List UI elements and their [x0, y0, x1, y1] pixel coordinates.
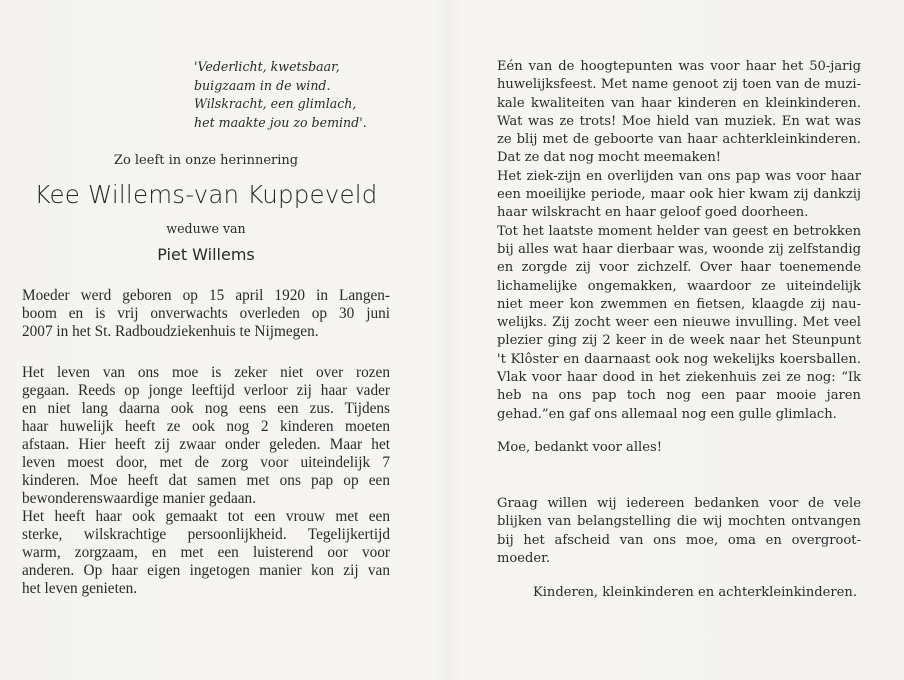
husband-name: Piet Willems: [157, 245, 255, 264]
text-line: Het heeft haar ook gemaakt tot een vrouw met een: [22, 508, 390, 525]
gratitude-paragraph: [497, 495, 861, 568]
text-line: een moeilijke periode, maar ook hier kwam zij dankzij: [497, 187, 861, 203]
text-line: bij het afscheid van ons moe, oma en overgroot-: [497, 532, 861, 548]
text-line: gegaan. Reeds op jonge leeftijd verloor zij haar vader: [22, 382, 390, 399]
text-line: ze blij met de geboorte van haar achterkleinkinderen.: [497, 132, 861, 148]
text-line: huwelijksfeest. Met name genoot zij toen van de muzi-: [497, 77, 861, 93]
text-line: en niet lang daarna ook nog eens een zus. Tijdens: [22, 400, 390, 417]
text-line: Eén van de hoogtepunten was voor haar het 50-jarig: [497, 59, 861, 74]
poem-line: het maakte jou zo bemind'.: [194, 114, 367, 130]
family-signature: Kinderen, kleinkinderen en achterkleinkinderen.: [532, 585, 857, 601]
birth-paragraph: [22, 287, 390, 341]
deceased-name: Kee Willems-van Kuppeveld: [34, 180, 378, 209]
text-line: haar wilskracht en haar geloof goed doorheen.: [497, 205, 809, 221]
text-line: gehad.”en gaf ons allemaal nog een gulle glimlach.: [497, 406, 837, 422]
text-line: sterke, wilskrachtige persoonlijkheid. Tegelijkertijd: [22, 526, 390, 543]
right-page: [497, 58, 861, 600]
text-line: kale kwaliteiten van haar kinderen en kleinkinderen.: [497, 95, 861, 111]
text-line: kinderen. Moe heeft dat samen met ons pap op een: [22, 472, 390, 489]
text-line: niet meer kon zwemmen en fietsen, klaagde zij nau-: [497, 296, 861, 312]
text-line: haar huwelijk heeft ze ook nog 2 kinderen moeten: [22, 418, 390, 435]
text-line: Vlak voor haar dood in het ziekenhuis zei ze nog: “Ik: [497, 370, 861, 386]
intro-text: Zo leeft in onze herinnering: [113, 153, 299, 168]
memories-paragraph: [497, 58, 861, 424]
text-line: boom en is vrij onverwachts overleden op 30 juni: [22, 305, 390, 322]
life-paragraph: [22, 364, 390, 598]
text-line: Moeder werd geboren op 15 april 1920 in Langen-: [22, 287, 390, 304]
thanks-mother: Moe, bedankt voor alles!: [497, 439, 662, 455]
poem-line: 'Vederlicht, kwetsbaar,: [194, 59, 340, 74]
text-line: bij alles wat haar dierbaar was, woonde zij zelfstandig: [497, 241, 861, 257]
text-line: lichamelijke ongemakken, waardoor ze uiteindelijk: [497, 278, 861, 294]
text-line: heb na ons pap toch nog een paar mooie jaren: [497, 388, 861, 404]
poem-line: Wilskracht, een glimlach,: [194, 96, 357, 111]
left-page: [22, 58, 390, 598]
text-line: plezier ging zij 2 keer in de week naar het Steunpunt: [497, 333, 861, 349]
text-line: Het ziek-zijn en overlijden van ons pap was voor haar: [497, 168, 861, 184]
text-line: Graag willen wij iedereen bedanken voor de vele: [497, 495, 861, 511]
text-line: Dat ze dat nog mocht meemaken!: [497, 150, 722, 166]
text-line: bewonderenswaardige manier gedaan.: [22, 490, 257, 507]
text-line: afstaan. Hier heeft zij zwaar onder geleden. Maar het: [22, 436, 390, 453]
text-line: anderen. Op haar eigen ingetogen manier kon zij van: [22, 562, 390, 579]
text-line: 't Klôster en daarnaast ook nog wekelijks koersballen.: [497, 351, 861, 367]
widow-of-label: weduwe van: [166, 221, 246, 236]
text-line: warm, zorgzaam, en met een luisterend oor voor: [22, 544, 390, 561]
text-line: Tot het laatste moment helder van geest en betrokken: [497, 223, 861, 239]
text-line: en zorgde zij voor zichzelf. Over haar toenemende: [497, 260, 861, 276]
text-line: Het leven van ons moe is zeker niet over rozen: [22, 364, 390, 381]
text-line: moeder.: [497, 550, 551, 566]
text-line: blijken van belangstelling die wij mochten ontvangen: [497, 514, 861, 530]
text-line: welijks. Zij zocht weer een nieuwe invulling. Met veel: [497, 315, 861, 331]
poem: [194, 58, 384, 132]
text-line: leven moest door, met de zorg voor uiteindelijk 7: [22, 454, 390, 471]
text-line: 2007 in het St. Radboudziekenhuis te Nijmegen.: [22, 323, 319, 340]
text-line: Wat was ze trots! Moe hield van muziek. En wat was: [497, 113, 861, 129]
text-line: het leven genieten.: [22, 580, 138, 597]
poem-line: buigzaam in de wind.: [194, 77, 331, 93]
